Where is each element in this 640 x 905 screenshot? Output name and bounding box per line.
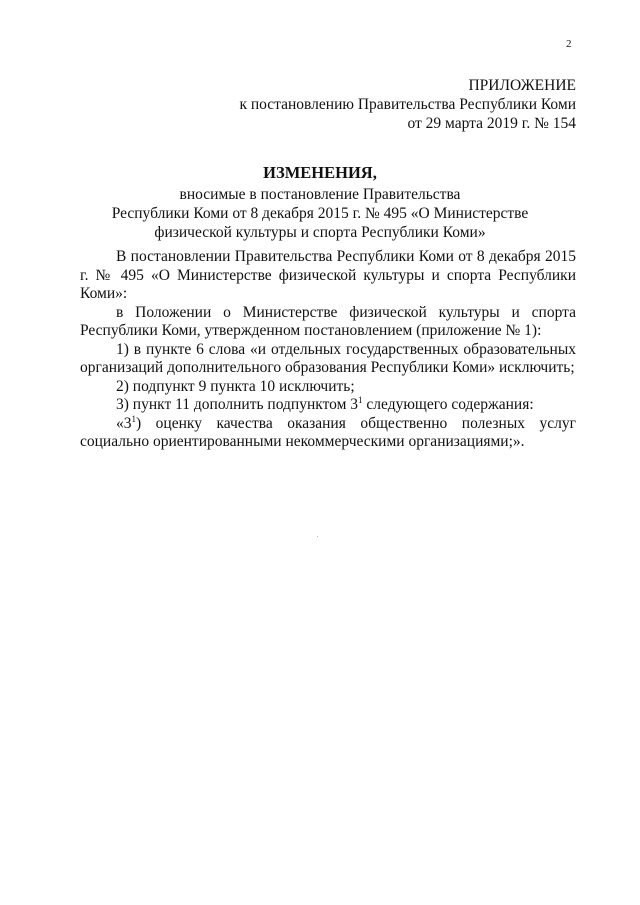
page-number: 2 <box>566 38 572 50</box>
paragraph-item-1: 1) в пункте 6 слова «и отдельных государственных образовательных организаций дополнительного образования Республики Коми» исключить; <box>80 340 576 376</box>
title-line-2: Республики Коми от 8 декабря 2015 г. № 495 «О Министерстве <box>111 205 529 222</box>
appendix-header <box>239 76 576 133</box>
document-body <box>80 248 576 452</box>
paragraph-item-3 <box>80 396 576 415</box>
subitem-text-end: ) оценку качества оказания общественно полезных услуг социально ориентированными некоммерческими организациями;». <box>80 414 576 450</box>
paragraph-regulation: в Положении о Министерстве физической культуры и спорта Республики Коми, утвержденном постановлением (приложение № 1): <box>80 303 576 339</box>
paragraph-intro: В постановлении Правительства Республики Коми от 8 декабря 2015 г. № 495 «О Министерстве физической культуры и спорта Республики Коми»: <box>80 248 576 302</box>
subitem-text: «3 <box>116 414 132 432</box>
item-3-superscript: 1 <box>358 395 363 405</box>
paragraph-new-subitem <box>80 415 576 452</box>
title-line-1: вносимые в постановление Правительства <box>179 186 461 203</box>
paragraph-item-2: 2) подпункт 9 пункта 10 исключить; <box>116 377 355 395</box>
appendix-reference: к постановлению Правительства Республики Коми <box>239 96 576 113</box>
document-title: ИЗМЕНЕНИЯ, <box>263 163 377 182</box>
item-3-text-end: следующего содержания: <box>362 396 534 413</box>
document-title-block <box>0 163 640 242</box>
appendix-date: от 29 марта 2019 г. № 154 <box>407 115 576 132</box>
title-line-3: физической культуры и спорта Республики Коми» <box>154 224 486 241</box>
subitem-superscript: 1 <box>131 413 136 424</box>
appendix-label: ПРИЛОЖЕНИЕ <box>468 77 576 94</box>
scan-speck <box>317 536 318 537</box>
item-3-text: 3) пункт 11 дополнить подпунктом 3 <box>116 396 359 413</box>
